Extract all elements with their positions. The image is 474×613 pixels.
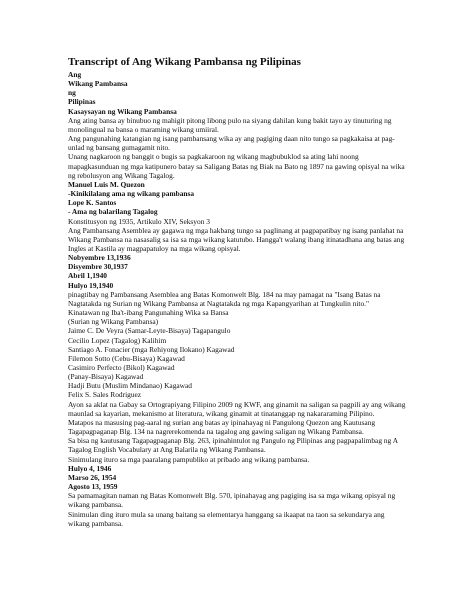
paragraph: pinagtibay ng Pambansang Asemblea ang Batas Komonwelt Blg. 184 na may pamagat na "Isang Batas na Nagtatakda ng Surian ng Wikang Pambansa at Nagtatakda ng mga Kapangyarihan at Tungkulin nito." bbox=[68, 289, 381, 308]
section-heading: Ang bbox=[68, 70, 82, 79]
paragraph: (Surian ng Wikang Pambansa) bbox=[68, 317, 159, 327]
section-heading: Agosto 13, 1959 bbox=[68, 482, 118, 492]
paragraph: Hadji Butu (Muslim Mindanao) Kagawad bbox=[68, 381, 192, 391]
paragraph: Ayon sa aklat na Gabay sa Ortograpiyang Filipino 2009 ng KWF, ang ginamit na saligan sa pagpili ay ang wikang maunlad sa kayarian, mekanismo at literatura, wikang ginamit at tinatanggap ng nakararaming Pilipino. bbox=[68, 399, 406, 418]
paragraph: Sa bisa ng kautusang Tagapagpaganap Blg. 263, ipinahintulot ng Pangulo ng Pilipinas ang pagpapalimbag ng A Tagalog English Vocabulary at Ang Balarila ng Wikang Pambansa. bbox=[68, 436, 398, 455]
section-heading: Disyembre 30,1937 bbox=[68, 262, 128, 272]
paragraph: Sinimulan ding ituro mula sa unang baitang sa elementarya hanggang sa ikaapat na taon sa sekundarya ang wikang pambansa. bbox=[68, 509, 385, 528]
section-heading: - Ama ng balarilang Tagalog bbox=[68, 207, 158, 217]
paragraph: Felix S. Sales Rodriguez bbox=[68, 390, 142, 400]
paragraph: Santiago A. Fonacier (mga Rehiyong Ilokano) Kagawad bbox=[68, 344, 235, 354]
section-heading: Lope K. Santos bbox=[68, 198, 117, 208]
section-heading: Pilipinas bbox=[68, 97, 96, 107]
section-heading: Kasaysayan ng Wikang Pambansa bbox=[68, 106, 177, 116]
paragraph: Jaime C. De Veyra (Samar-Leyte-Bisaya) Tagapangulo bbox=[68, 326, 231, 336]
paragraph: Ang Pambansang Asemblea ay gagawa ng mga hakbang tungo sa paglinang at pagpapatibay ng isang panlahat na Wikang Pambansa na nasasalig sa isa sa mga wikang katutubo. Hangga't walang ibang itinatadhana ang batas ang Ingles at Kastila ay magpapatuloy na mga wikang opisyal. bbox=[68, 225, 405, 253]
section-heading: -Kinikilalang ama ng wikang pambansa bbox=[68, 189, 195, 199]
section-heading: Nobyembre 13,1936 bbox=[68, 253, 131, 263]
paragraph: Ang ating bansa ay binubuo ng mahigit pitong libong pulo na siyang dahilan kung bakit tayo ay tinuturing ng monolingual na bansa o maraming wikang umiiral. bbox=[68, 115, 392, 134]
paragraph: Matapos na masusing pag-aaral ng surian ang batas ay ipinahayag ni Pangulong Quezon ang Kautusang Tagapagpaganap Blg. 134 na nagrerekomenda na tagalog ang gawing saligan ng Wikang Pambansa. bbox=[68, 417, 376, 437]
paragraph: (Panay-Bisaya) Kagawad bbox=[68, 372, 144, 382]
section-heading: Hulyo 4, 1946 bbox=[68, 463, 112, 473]
paragraph: Cecilio Lopez (Tagalog) Kalihim bbox=[68, 335, 167, 345]
paragraph: Ang pangunahing katangian ng isang pambansang wika ay ang pagiging daan nito tungo sa pagkakaisa at pag-unlad ng bansang gumagamit nito. bbox=[68, 134, 395, 153]
paragraph: Sinimulang ituro sa mga paaralang pampubliko at pribado ang wikang pambansa. bbox=[68, 454, 310, 464]
document-title: Transcript of Ang Wikang Pambansa ng Pilipinas bbox=[68, 56, 301, 68]
paragraph: Konstitusyon ng 1935, Artikulo XIV, Seksyon 3 bbox=[68, 216, 210, 226]
section-heading: ng bbox=[68, 88, 76, 98]
section-heading: Abril 1,1940 bbox=[68, 271, 108, 281]
section-heading: Marso 26, 1954 bbox=[68, 472, 117, 482]
paragraph: Casimiro Perfecto (Bikol) Kagawad bbox=[68, 363, 175, 372]
section-heading: Hulyo 19,1940 bbox=[68, 280, 114, 290]
section-heading: Manuel Luis M. Quezon bbox=[68, 179, 145, 189]
section-heading: Wikang Pambansa bbox=[68, 79, 128, 89]
paragraph: Sa pamamagitan naman ng Batas Komonwelt Blg. 570, ipinahayag ang pagiging isa sa mga wikang opisyal ng wikang pambansa. bbox=[68, 491, 396, 510]
paragraph: Filemon Sotto (Cebu-Bisaya) Kagawad bbox=[68, 353, 185, 363]
paragraph: Kinatawan ng Iba't-ibang Pangunahing Wika sa Bansa bbox=[68, 308, 229, 318]
paragraph: Unang nagkaroon ng banggit o bugis sa pagkakaroon ng wikang magbubuklod sa ating lahi noong mapagkasunduan ng mga katipunero batay sa Saligang Batas ng Biak na Bato ng 1897 na gawing opisyal na wika ng rebolusyon ang Wikang Tagalog. bbox=[68, 152, 405, 180]
document-page bbox=[68, 56, 408, 528]
document-body bbox=[68, 70, 408, 528]
